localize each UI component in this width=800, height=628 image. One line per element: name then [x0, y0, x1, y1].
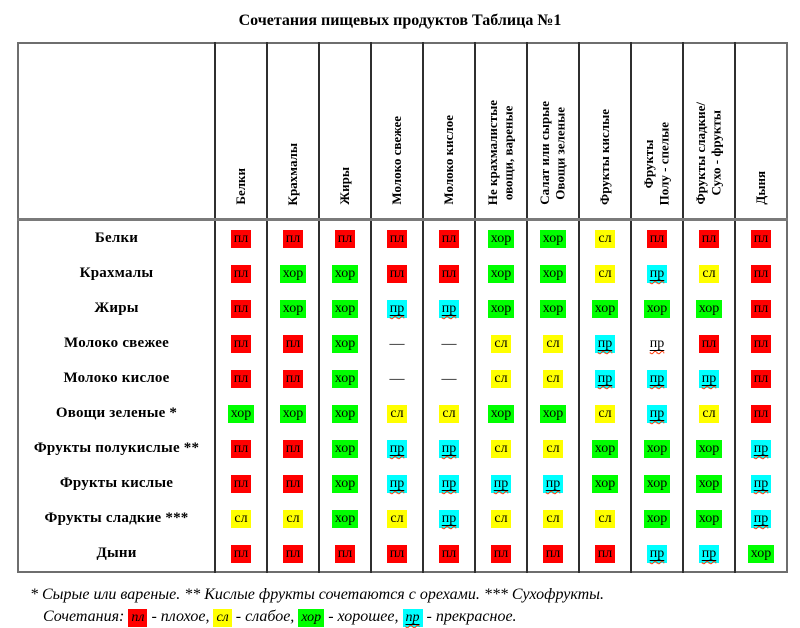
value-text: пр	[389, 301, 405, 316]
value-badge	[439, 440, 460, 458]
combination-cell	[579, 501, 631, 536]
column-header-label: Молоко кислое	[441, 115, 457, 205]
combination-cell	[527, 431, 579, 466]
combination-cell	[683, 501, 735, 536]
combination-cell	[423, 291, 475, 326]
column-header-row	[18, 43, 787, 220]
combination-cell	[631, 256, 683, 291]
value-badge	[647, 265, 668, 283]
value-badge: хор	[644, 440, 670, 458]
combination-cell	[423, 431, 475, 466]
column-header	[423, 43, 475, 220]
value-badge	[751, 510, 772, 528]
combination-cell	[319, 326, 371, 361]
value-badge	[387, 300, 408, 318]
combination-cell	[475, 256, 527, 291]
value-text: пр	[753, 441, 769, 456]
combination-cell	[371, 256, 423, 291]
combination-cell	[215, 220, 267, 257]
value-badge: пл	[699, 230, 719, 248]
dash-mark: —	[441, 335, 457, 352]
column-header-label: Молоко свежее	[389, 116, 405, 205]
combination-cell	[267, 361, 319, 396]
combination-cell	[215, 326, 267, 361]
combination-cell	[527, 361, 579, 396]
row-label: Молоко свежее	[64, 335, 169, 351]
value-text: пр	[649, 406, 665, 421]
combination-cell	[371, 326, 423, 361]
value-badge: хор	[644, 510, 670, 528]
value-badge: пл	[231, 440, 251, 458]
combination-cell	[423, 256, 475, 291]
row-label: Овощи зеленые *	[55, 405, 178, 421]
value-text: пр	[701, 371, 717, 386]
combination-cell	[319, 396, 371, 431]
value-badge: хор	[488, 300, 514, 318]
value-text: пр	[701, 546, 717, 561]
value-badge: сл	[491, 510, 510, 528]
table-row	[18, 501, 787, 536]
table-row	[18, 326, 787, 361]
combination-cell	[423, 361, 475, 396]
value-badge: сл	[283, 510, 302, 528]
value-badge: хор	[540, 300, 566, 318]
value-badge: хор	[644, 300, 670, 318]
combination-cell	[475, 361, 527, 396]
combination-cell	[579, 536, 631, 572]
value-badge: пл	[335, 230, 355, 248]
column-header-label: Крахмалы	[285, 142, 301, 205]
value-badge: пл	[231, 370, 251, 388]
column-header	[371, 43, 423, 220]
dash-mark: —	[441, 370, 457, 387]
value-badge: пл	[231, 475, 251, 493]
combination-cell	[683, 466, 735, 501]
combination-cell	[267, 291, 319, 326]
combination-cell	[579, 431, 631, 466]
combination-cell	[631, 431, 683, 466]
combination-cell	[527, 256, 579, 291]
value-badge: сл	[595, 405, 614, 423]
row-label: Фрукты сладкие ***	[44, 510, 189, 526]
value-badge: пл	[387, 545, 407, 563]
value-text: пр	[545, 476, 561, 491]
value-badge: пл	[335, 545, 355, 563]
value-badge: пл	[283, 545, 303, 563]
combination-cell	[371, 536, 423, 572]
combination-cell	[735, 431, 787, 466]
combination-cell	[475, 431, 527, 466]
value-badge: хор	[696, 440, 722, 458]
value-badge	[543, 475, 564, 493]
combination-cell	[371, 466, 423, 501]
combination-cell	[319, 501, 371, 536]
combination-cell	[683, 256, 735, 291]
column-header	[267, 43, 319, 220]
row-label: Крахмалы	[79, 265, 154, 281]
table-row	[18, 361, 787, 396]
column-header-label: Дыня	[753, 171, 769, 205]
value-badge	[439, 475, 460, 493]
table-row	[18, 466, 787, 501]
value-badge: хор	[332, 335, 358, 353]
combination-cell	[215, 466, 267, 501]
combination-cell	[423, 536, 475, 572]
value-badge: пл	[439, 265, 459, 283]
table-row	[18, 396, 787, 431]
table-row	[18, 291, 787, 326]
value-badge: пл	[699, 335, 719, 353]
value-badge	[647, 405, 668, 423]
combination-cell	[579, 396, 631, 431]
value-badge: сл	[231, 510, 250, 528]
value-badge: хор	[748, 545, 774, 563]
combination-cell	[683, 361, 735, 396]
value-badge: хор	[592, 300, 618, 318]
combination-cell	[631, 291, 683, 326]
value-badge: сл	[491, 370, 510, 388]
value-text: пр	[389, 476, 405, 491]
value-text: пр	[753, 511, 769, 526]
combination-cell	[371, 396, 423, 431]
combination-cell	[683, 431, 735, 466]
dash-mark: —	[389, 370, 405, 387]
value-badge: пл	[751, 230, 771, 248]
combination-cell	[631, 466, 683, 501]
combination-cell	[319, 291, 371, 326]
value-badge: хор	[332, 370, 358, 388]
value-badge: пл	[283, 475, 303, 493]
column-header-label: Салат или сырые Овощи зеленые	[537, 101, 568, 205]
value-badge	[439, 510, 460, 528]
value-badge: сл	[213, 609, 231, 627]
value-text: пр	[597, 336, 613, 351]
value-badge	[751, 440, 772, 458]
footnotes-line: * Сырые или вареные. ** Кислые фрукты сочетаются с орехами. *** Сухофрукты.	[30, 586, 604, 603]
combination-cell	[683, 291, 735, 326]
value-badge	[387, 475, 408, 493]
combination-cell	[735, 536, 787, 572]
combination-cell	[371, 501, 423, 536]
combination-cell	[527, 536, 579, 572]
value-badge: сл	[387, 405, 406, 423]
value-badge	[595, 370, 616, 388]
combination-cell	[579, 326, 631, 361]
value-badge: пл	[751, 265, 771, 283]
combination-cell	[631, 501, 683, 536]
combination-cell	[579, 291, 631, 326]
value-badge: хор	[488, 265, 514, 283]
combination-cell	[319, 466, 371, 501]
value-badge: хор	[280, 405, 306, 423]
value-badge: пл	[128, 609, 147, 627]
combination-cell	[475, 291, 527, 326]
combination-cell	[215, 396, 267, 431]
value-badge	[751, 475, 772, 493]
combination-cell	[631, 361, 683, 396]
value-badge: хор	[332, 440, 358, 458]
table-row	[18, 256, 787, 291]
column-header-label: Жиры	[337, 167, 353, 205]
value-text: пр	[753, 476, 769, 491]
row-label: Дыни	[96, 545, 137, 561]
food-combinations-table	[17, 42, 788, 573]
combination-cell	[735, 256, 787, 291]
combination-cell	[371, 291, 423, 326]
value-badge: пл	[439, 230, 459, 248]
value-badge	[387, 440, 408, 458]
value-badge: пл	[491, 545, 511, 563]
value-badge	[647, 370, 668, 388]
value-badge: хор	[488, 405, 514, 423]
value-badge: сл	[387, 510, 406, 528]
value-badge: сл	[595, 230, 614, 248]
table-row	[18, 536, 787, 572]
combination-cell	[215, 536, 267, 572]
value-text: пр	[389, 441, 405, 456]
corner-cell	[18, 43, 215, 220]
value-badge: пл	[751, 405, 771, 423]
column-header	[683, 43, 735, 220]
value-badge: сл	[699, 265, 718, 283]
value-badge: пл	[283, 370, 303, 388]
combination-cell	[527, 396, 579, 431]
value-badge: хор	[488, 230, 514, 248]
combination-cell	[475, 501, 527, 536]
combination-cell	[475, 536, 527, 572]
value-badge	[647, 335, 668, 353]
column-header-label: Фрукты кислые	[597, 109, 613, 205]
combination-cell	[423, 396, 475, 431]
column-header-label: Белки	[233, 168, 249, 205]
value-badge: хор	[280, 265, 306, 283]
combination-cell	[319, 220, 371, 257]
combination-cell	[631, 396, 683, 431]
value-badge: сл	[543, 335, 562, 353]
combination-cell	[267, 220, 319, 257]
combination-cell	[371, 220, 423, 257]
value-badge: пл	[283, 440, 303, 458]
column-header	[215, 43, 267, 220]
combination-cell	[215, 431, 267, 466]
value-text: пр	[441, 441, 457, 456]
column-header	[579, 43, 631, 220]
value-badge: хор	[644, 475, 670, 493]
value-badge: сл	[595, 510, 614, 528]
page-title: Сочетания пищевых продуктов Таблица №1	[238, 12, 562, 29]
legend-line: Сочетания: пл - плохое, сл - слабое, хор - хорошее, пр - прекрасное.	[43, 608, 517, 625]
value-text: пр	[649, 266, 665, 281]
value-badge: хор	[332, 475, 358, 493]
dash-mark: —	[389, 335, 405, 352]
value-badge: пл	[231, 300, 251, 318]
value-badge: сл	[491, 335, 510, 353]
value-badge	[647, 545, 668, 563]
combination-cell	[267, 256, 319, 291]
value-badge: хор	[332, 405, 358, 423]
combination-cell	[319, 256, 371, 291]
value-badge: сл	[595, 265, 614, 283]
combination-cell	[423, 466, 475, 501]
combination-cell	[215, 361, 267, 396]
column-header-label: Не крахмалистые овощи, вареные	[485, 99, 516, 205]
combination-cell	[683, 396, 735, 431]
combination-cell	[735, 326, 787, 361]
combination-cell	[735, 396, 787, 431]
value-badge: пл	[231, 265, 251, 283]
combination-cell	[267, 326, 319, 361]
combination-cell	[371, 361, 423, 396]
combination-cell	[579, 256, 631, 291]
value-text: пр	[649, 371, 665, 386]
row-label: Жиры	[94, 300, 139, 316]
combination-cell	[267, 466, 319, 501]
row-label: Белки	[94, 230, 139, 246]
column-header	[631, 43, 683, 220]
combination-cell	[215, 501, 267, 536]
value-badge	[491, 475, 512, 493]
value-badge: пл	[543, 545, 563, 563]
value-text: пр	[493, 476, 509, 491]
row-label: Фрукты кислые	[59, 475, 174, 491]
combination-cell	[631, 536, 683, 572]
combination-cell	[683, 536, 735, 572]
value-text: пр	[649, 336, 665, 351]
table-row	[18, 220, 787, 257]
value-badge: сл	[543, 370, 562, 388]
combination-cell	[631, 326, 683, 361]
value-badge: пл	[595, 545, 615, 563]
combination-cell	[527, 291, 579, 326]
combination-cell	[527, 220, 579, 257]
table-row	[18, 431, 787, 466]
value-badge: хор	[696, 475, 722, 493]
combination-cell	[527, 501, 579, 536]
combination-cell	[267, 536, 319, 572]
value-badge: пл	[283, 230, 303, 248]
value-text: пр	[441, 301, 457, 316]
combination-cell	[215, 256, 267, 291]
value-badge: хор	[540, 405, 566, 423]
footnotes	[30, 584, 800, 628]
column-header	[735, 43, 787, 220]
combination-cell	[423, 220, 475, 257]
row-label: Молоко кислое	[63, 370, 170, 386]
combination-cell	[475, 466, 527, 501]
combination-cell	[475, 396, 527, 431]
value-badge: пл	[647, 230, 667, 248]
combination-cell	[579, 466, 631, 501]
column-header-label: Фрукты Полу - спелые	[641, 121, 672, 205]
value-text: пр	[405, 610, 420, 625]
combination-cell	[267, 501, 319, 536]
column-header	[475, 43, 527, 220]
value-badge: сл	[543, 510, 562, 528]
value-badge: хор	[592, 475, 618, 493]
combination-cell	[735, 220, 787, 257]
row-label: Фрукты полукислые **	[33, 440, 200, 456]
value-badge	[699, 370, 720, 388]
combination-cell	[319, 431, 371, 466]
value-badge: хор	[332, 510, 358, 528]
combination-cell	[735, 466, 787, 501]
value-text: пр	[441, 511, 457, 526]
column-header	[527, 43, 579, 220]
value-badge: сл	[543, 440, 562, 458]
combination-cell	[423, 326, 475, 361]
combination-cell	[371, 431, 423, 466]
value-badge: пл	[751, 335, 771, 353]
combination-cell	[319, 361, 371, 396]
combination-cell	[319, 536, 371, 572]
value-badge: пл	[231, 545, 251, 563]
combination-cell	[475, 220, 527, 257]
value-badge	[699, 545, 720, 563]
value-text: пр	[597, 371, 613, 386]
value-badge: хор	[228, 405, 254, 423]
value-badge: пл	[231, 230, 251, 248]
combination-cell	[579, 220, 631, 257]
value-badge: хор	[592, 440, 618, 458]
combination-cell	[475, 326, 527, 361]
combination-cell	[735, 291, 787, 326]
value-badge: хор	[696, 510, 722, 528]
value-badge: сл	[699, 405, 718, 423]
combination-cell	[579, 361, 631, 396]
value-text: пр	[441, 476, 457, 491]
value-badge: пл	[751, 370, 771, 388]
combination-cell	[423, 501, 475, 536]
value-text: пр	[649, 546, 665, 561]
combination-cell	[631, 220, 683, 257]
value-badge: пл	[751, 300, 771, 318]
combination-cell	[267, 431, 319, 466]
value-badge: хор	[696, 300, 722, 318]
value-badge: пл	[387, 265, 407, 283]
value-badge: хор	[540, 230, 566, 248]
value-badge	[403, 609, 423, 627]
value-badge: хор	[332, 300, 358, 318]
combination-cell	[527, 326, 579, 361]
combination-cell	[267, 396, 319, 431]
combination-cell	[735, 501, 787, 536]
value-badge: пл	[283, 335, 303, 353]
value-badge: пл	[439, 545, 459, 563]
value-badge: хор	[540, 265, 566, 283]
value-badge: сл	[491, 440, 510, 458]
value-badge: хор	[280, 300, 306, 318]
combination-cell	[215, 291, 267, 326]
column-header-label: Фрукты сладкие/ Сухо - фрукты	[693, 102, 724, 205]
combination-cell	[527, 466, 579, 501]
value-badge: пл	[387, 230, 407, 248]
combination-cell	[683, 326, 735, 361]
value-badge: хор	[332, 265, 358, 283]
value-badge: хор	[298, 609, 324, 627]
combination-cell	[683, 220, 735, 257]
value-badge: сл	[439, 405, 458, 423]
value-badge	[439, 300, 460, 318]
value-badge: пл	[231, 335, 251, 353]
combination-cell	[735, 361, 787, 396]
column-header	[319, 43, 371, 220]
value-badge	[595, 335, 616, 353]
